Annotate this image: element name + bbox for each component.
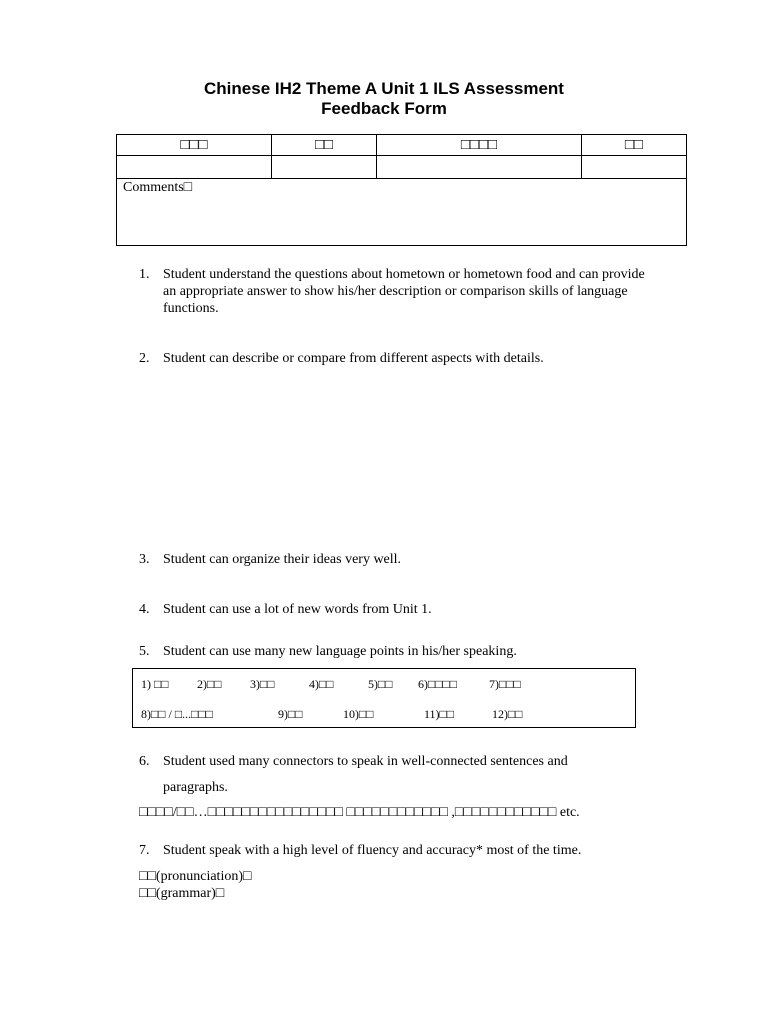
language-point: 1) □□ <box>141 677 169 691</box>
info-table <box>116 134 687 246</box>
comments-label: Comments□ <box>123 180 193 195</box>
language-point: 3)□□ <box>250 677 275 691</box>
criterion-1 <box>139 266 659 317</box>
language-point: 11)□□ <box>424 707 455 721</box>
criterion-3 <box>139 551 659 568</box>
language-point: 8)□□ / □...□□□ <box>141 707 213 721</box>
criterion-number: 3. <box>139 552 150 567</box>
criterion-number: 5. <box>139 644 150 659</box>
criterion-5 <box>139 643 659 660</box>
criterion-number: 1. <box>139 267 150 282</box>
language-point: 2)□□ <box>197 677 222 691</box>
criterion-text: Student can use a lot of new words from Unit 1. <box>163 602 432 617</box>
criterion-text: Student understand the questions about hometown or hometown food and can provide an appropriate answer to show his/her description or comparison skills of language functions. <box>163 267 645 316</box>
language-point: 5)□□ <box>368 677 393 691</box>
criterion-text: Student can use many new language points in his/her speaking. <box>163 644 517 659</box>
criterion-4 <box>139 601 659 618</box>
value-cell-4[interactable] <box>581 156 686 179</box>
form-title: Chinese IH2 Theme A Unit 1 ILS Assessment <box>204 79 564 98</box>
criterion-text-continued: paragraphs. <box>163 780 228 795</box>
connectors-list: □□□□/□□…□□□□□□□□□□□□□□□□ □□□□□□□□□□□□ ,□□□□□□□□□□□□ etc. <box>139 805 580 820</box>
header-cell-3: □□□□ <box>377 135 582 156</box>
criterion-number: 4. <box>139 602 150 617</box>
criterion-text: Student used many connectors to speak in well-connected sentences and <box>163 754 568 769</box>
pronunciation-label: □□(pronunciation)□ <box>139 869 252 884</box>
grammar-label: □□(grammar)□ <box>139 886 225 901</box>
language-point: 6)□□□□ <box>418 677 457 691</box>
language-point: 7)□□□ <box>489 677 521 691</box>
value-cell-3[interactable] <box>377 156 582 179</box>
language-point: 10)□□ <box>343 707 374 721</box>
criterion-text: Student speak with a high level of fluency and accuracy* most of the time. <box>163 843 582 858</box>
criterion-text: Student can organize their ideas very well. <box>163 552 402 567</box>
criterion-7 <box>139 842 659 859</box>
language-point: 12)□□ <box>492 707 523 721</box>
header-cell-1: □□□ <box>117 135 272 156</box>
header-cell-2: □□ <box>271 135 376 156</box>
comments-cell[interactable] <box>117 179 687 246</box>
language-point: 4)□□ <box>309 677 334 691</box>
value-cell-2[interactable] <box>271 156 376 179</box>
criterion-text: Student can describe or compare from different aspects with details. <box>163 351 544 366</box>
criterion-number: 6. <box>139 754 150 769</box>
criterion-2 <box>139 350 659 367</box>
criterion-number: 7. <box>139 843 150 858</box>
value-cell-1[interactable] <box>117 156 272 179</box>
form-subtitle: Feedback Form <box>321 99 447 118</box>
criterion-number: 2. <box>139 351 150 366</box>
header-cell-4: □□ <box>581 135 686 156</box>
criterion-6 <box>139 753 659 796</box>
language-points-box <box>132 668 636 728</box>
language-point: 9)□□ <box>278 707 303 721</box>
